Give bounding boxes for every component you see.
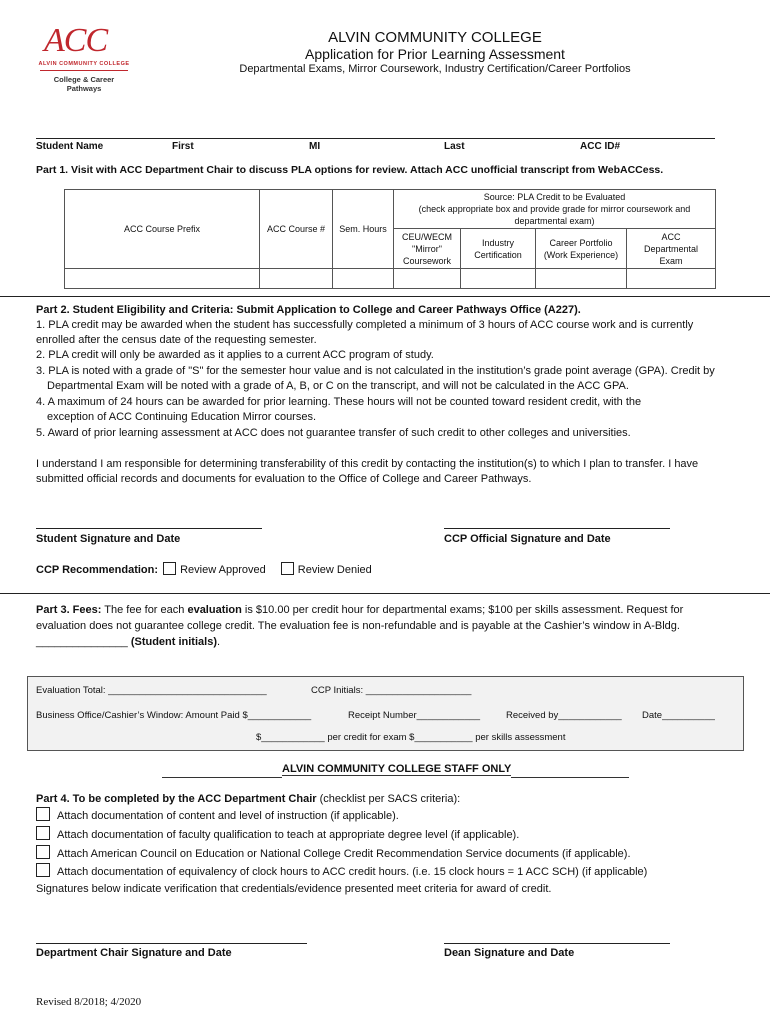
hours-input-cell[interactable] bbox=[333, 269, 394, 289]
dept-line2: Departmental bbox=[643, 243, 699, 254]
last-name-label: Last bbox=[444, 141, 465, 152]
dept-line3: Exam bbox=[659, 255, 683, 266]
acc-id-label: ACC ID# bbox=[580, 141, 621, 152]
student-signature-line[interactable] bbox=[36, 528, 262, 529]
col-course-prefix: ACC Course Prefix bbox=[65, 190, 260, 269]
course-table bbox=[64, 189, 716, 289]
logo-ccp-line1: College & Career bbox=[53, 75, 115, 84]
part2-item: enrolled after the census date of the requesting semester. bbox=[36, 334, 317, 346]
ccp-signature-line[interactable] bbox=[444, 528, 670, 529]
part1-heading: Part 1. Visit with ACC Department Chair to discuss PLA options for review. Attach ACC unofficial transcript from WebACCess. bbox=[36, 164, 664, 176]
part4-heading-label: Part 4. To be completed by the ACC Department Chair bbox=[36, 793, 317, 805]
checklist-checkbox[interactable] bbox=[36, 845, 50, 859]
staff-use-box bbox=[27, 676, 744, 751]
acc-logo bbox=[36, 22, 132, 92]
receipt-number[interactable]: Receipt Number____________ bbox=[348, 710, 481, 721]
checklist-item-label: Attach documentation of faculty qualification to teach at appropriate degree level (if applicable). bbox=[57, 829, 520, 841]
part2-item: 2. PLA credit will only be awarded as it applies to a current ACC program of study. bbox=[36, 349, 434, 361]
ccp-recommendation-label: CCP Recommendation: bbox=[36, 564, 159, 576]
section-divider-2 bbox=[0, 593, 770, 594]
career-line2: (Work Experience) bbox=[543, 249, 619, 260]
source-line2: (check appropriate box and provide grade for mirror coursework and bbox=[418, 204, 691, 214]
checklist-item bbox=[36, 863, 647, 881]
checklist-item bbox=[36, 826, 519, 844]
checklist-item-label: Attach American Council on Education or National College Credit Recommendation Service documents (if applicable). bbox=[57, 848, 631, 860]
number-input-cell[interactable] bbox=[260, 269, 333, 289]
logo-subtitle: ALVIN COMMUNITY COLLEGE bbox=[38, 61, 130, 67]
part2-item: Departmental Exam will be noted with a grade of A, B, or C on the transcript, and will not be calculated in the ACC GPA. bbox=[47, 380, 629, 392]
logo-mark: ACC bbox=[44, 22, 108, 59]
received-by[interactable]: Received by____________ bbox=[506, 710, 622, 721]
ceu-input-cell[interactable] bbox=[394, 269, 461, 289]
part3-line1 bbox=[36, 603, 683, 619]
career-input-cell[interactable] bbox=[536, 269, 627, 289]
dean-signature-label: Dean Signature and Date bbox=[444, 947, 575, 959]
ceu-line1: CEU/WECM bbox=[402, 231, 452, 242]
part3-line3 bbox=[36, 635, 220, 651]
checklist-item bbox=[36, 845, 631, 863]
first-name-label: First bbox=[172, 141, 194, 152]
part4-note: Signatures below indicate verification that credentials/evidence presented meet criteria for award of credit. bbox=[36, 883, 552, 895]
part4-heading bbox=[36, 792, 460, 808]
part4-heading-note: (checklist per SACS criteria): bbox=[316, 793, 461, 805]
revised-date: Revised 8/2018; 4/2020 bbox=[36, 996, 142, 1008]
part2-item: 4. A maximum of 24 hours can be awarded for prior learning. These hours will not be counted toward resident credit, with the bbox=[36, 396, 642, 408]
part3-text-a: The fee for each bbox=[101, 604, 188, 616]
ceu-line3: Coursework bbox=[402, 255, 451, 266]
part3-line2: evaluation does not guarantee college credit. The evaluation fee is non-refundable and is payable at the Cashier’s window in A-Bldg. bbox=[36, 620, 680, 632]
part3-period: . bbox=[217, 636, 221, 648]
amount-paid[interactable]: Business Office/Cashier’s Window: Amount Paid $____________ bbox=[36, 710, 312, 721]
part2-heading: Part 2. Student Eligibility and Criteria: Submit Application to College and Career Pathways Office (A227). bbox=[36, 304, 581, 316]
checklist-item-label: Attach documentation of content and level of instruction (if applicable). bbox=[57, 810, 399, 822]
dean-signature-line[interactable] bbox=[444, 943, 670, 944]
industry-line2: Certification bbox=[474, 249, 522, 260]
ccp-initials[interactable]: CCP Initials: ____________________ bbox=[311, 685, 472, 696]
ccp-signature-label: CCP Official Signature and Date bbox=[444, 533, 611, 545]
col-career-portfolio bbox=[536, 229, 627, 269]
dept-input-cell[interactable] bbox=[627, 269, 716, 289]
part3-label: Part 3. Fees: bbox=[36, 604, 102, 616]
checklist-item bbox=[36, 807, 399, 825]
prefix-input-cell[interactable] bbox=[65, 269, 260, 289]
staff-only-heading bbox=[162, 762, 629, 778]
checklist-checkbox[interactable] bbox=[36, 826, 50, 840]
checklist-checkbox[interactable] bbox=[36, 807, 50, 821]
understand-line1: I understand I am responsible for determining transferability of this credit by contacting the institution(s) to which I plan to transfer. I have bbox=[36, 458, 699, 470]
logo-ccp-line2: Pathways bbox=[66, 84, 102, 93]
understand-line2: submitted official records and documents for evaluation to the Office of College and Career Pathways. bbox=[36, 473, 532, 485]
part2-item: 5. Award of prior learning assessment at ACC does not guarantee transfer of such credit to other colleges and universities. bbox=[36, 427, 631, 439]
chair-signature-line[interactable] bbox=[36, 943, 307, 944]
student-name-label: Student Name bbox=[36, 141, 104, 152]
dept-line1: ACC bbox=[661, 231, 681, 242]
section-divider-1 bbox=[0, 296, 770, 297]
student-initials-blank[interactable]: _______________ bbox=[36, 636, 128, 648]
college-title: ALVIN COMMUNITY COLLEGE bbox=[328, 29, 542, 46]
checklist-item-label: Attach documentation of equivalency of clock hours to ACC credit hours. (i.e. 15 clock hours = 1 ACC SCH) (if applicable) bbox=[57, 866, 648, 878]
ccp-recommendation bbox=[36, 562, 372, 579]
source-line3: departmental exam) bbox=[514, 216, 595, 226]
review-approved-label: Review Approved bbox=[180, 564, 266, 576]
staff-only-rule-right bbox=[511, 766, 629, 778]
review-denied-label: Review Denied bbox=[297, 564, 372, 576]
review-approved-checkbox[interactable] bbox=[163, 562, 176, 575]
form-tagline: Departmental Exams, Mirror Coursework, Industry Certification/Career Portfolios bbox=[239, 63, 631, 75]
part3-text-c: is $10.00 per credit hour for departmental exams; $100 per skills assessment. Request for bbox=[241, 604, 684, 616]
industry-line1: Industry bbox=[481, 237, 514, 248]
evaluation-total[interactable]: Evaluation Total: ______________________________ bbox=[36, 685, 267, 696]
col-source bbox=[394, 190, 716, 229]
staff-only-rule-left bbox=[162, 766, 282, 778]
col-ceu-wecm bbox=[394, 229, 461, 269]
part2-item: 1. PLA credit may be awarded when the student has successfully completed a minimum of 3 hours of ACC course work and is currently bbox=[36, 319, 694, 331]
form-title: Application for Prior Learning Assessment bbox=[305, 46, 565, 62]
industry-input-cell[interactable] bbox=[461, 269, 536, 289]
student-initials-label: (Student initials) bbox=[127, 636, 217, 648]
logo-divider bbox=[40, 70, 128, 71]
col-industry-cert bbox=[461, 229, 536, 269]
career-line1: Career Portfolio bbox=[549, 237, 613, 248]
col-dept-exam bbox=[627, 229, 716, 269]
chair-signature-label: Department Chair Signature and Date bbox=[36, 947, 232, 959]
fee-amounts[interactable]: $____________ per credit for exam $___________ per skills assessment bbox=[256, 732, 566, 743]
student-name-line[interactable] bbox=[36, 138, 715, 139]
staff-only-label: ALVIN COMMUNITY COLLEGE STAFF ONLY bbox=[282, 763, 512, 775]
source-line1: Source: PLA Credit to be Evaluated bbox=[483, 192, 626, 202]
checklist-checkbox[interactable] bbox=[36, 863, 50, 877]
ceu-line2: "Mirror" bbox=[412, 243, 442, 254]
logo-ccp bbox=[36, 75, 132, 93]
review-denied-checkbox[interactable] bbox=[281, 562, 294, 575]
part3-evaluation: evaluation bbox=[187, 604, 242, 616]
staff-date[interactable]: Date__________ bbox=[642, 710, 715, 721]
col-course-number: ACC Course # bbox=[260, 190, 333, 269]
mi-label: MI bbox=[309, 141, 321, 152]
part2-item: exception of ACC Continuing Education Mirror courses. bbox=[47, 411, 317, 423]
student-signature-label: Student Signature and Date bbox=[36, 533, 181, 545]
part2-item: 3. PLA is noted with a grade of "S" for the semester hour value and is not calculated in the institution’s grade point average (GPA). Credit by bbox=[36, 365, 715, 377]
table-row bbox=[65, 269, 716, 289]
col-sem-hours: Sem. Hours bbox=[333, 190, 394, 269]
